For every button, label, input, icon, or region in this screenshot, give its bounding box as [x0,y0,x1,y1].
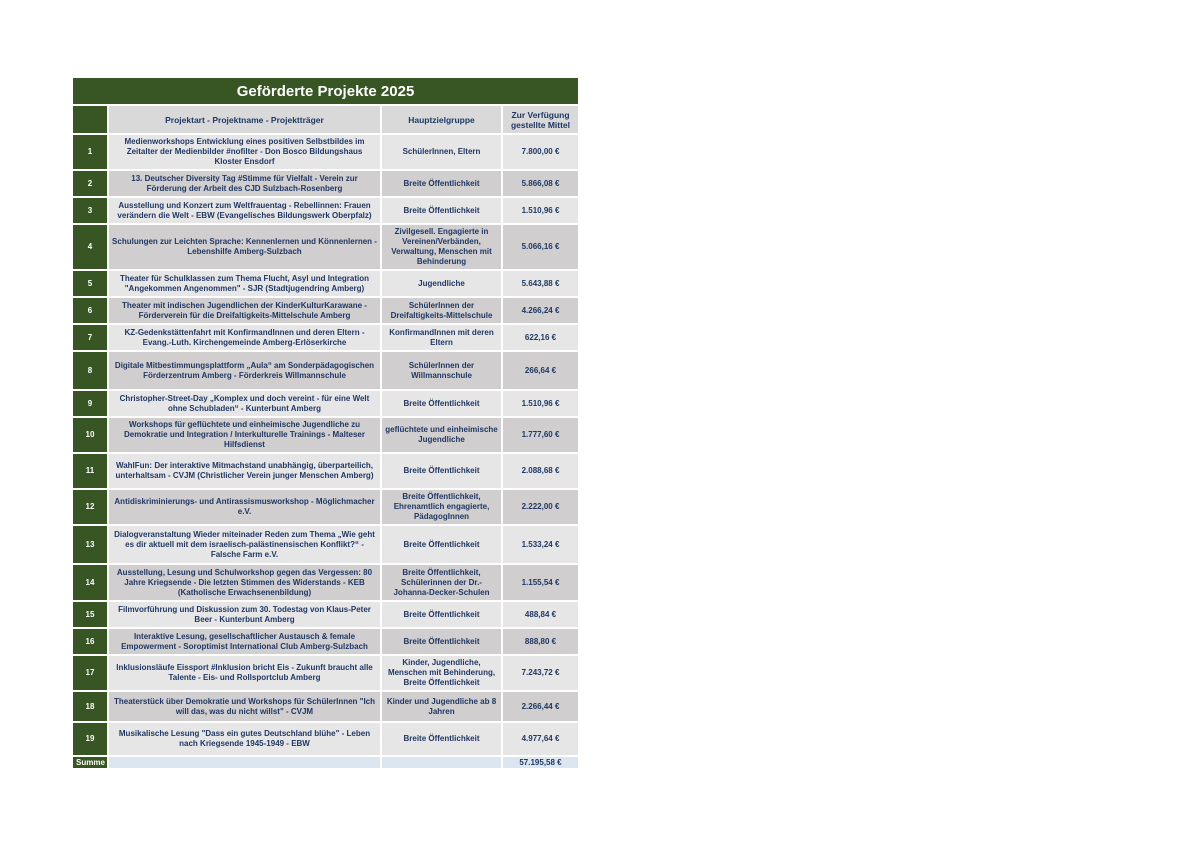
column-header-projekt: Projektart - Projektname - Projektträger [108,106,381,134]
target-group-cell: Jugendliche [381,270,502,297]
table-row [73,324,578,351]
row-number: 14 [73,564,108,601]
funding-cell: 5.866,08 € [502,170,578,197]
project-cell: Theater mit indischen Jugendlichen der KinderKulturKarawane - Förderverein für die Dreifaltigkeits-Mittelschule Amberg [108,297,381,324]
project-cell: Inklusionsläufe Eissport #Inklusion bricht Eis - Zukunft braucht alle Talente - Eis- und Rollsportclub Amberg [108,655,381,691]
row-number: 9 [73,390,108,417]
row-number: 17 [73,655,108,691]
row-number: 8 [73,351,108,390]
table-row [73,170,578,197]
sum-row [73,756,578,768]
project-cell: Antidiskriminierungs- und Antirassismusworkshop - Möglichmacher e.V. [108,489,381,525]
target-group-cell: Breite Öffentlichkeit [381,170,502,197]
row-number: 11 [73,453,108,489]
table-row [73,601,578,628]
target-group-cell: Breite Öffentlichkeit, Schülerinnen der Dr.-Johanna-Decker-Schulen [381,564,502,601]
table-row [73,134,578,170]
target-group-cell: SchülerInnen, Eltern [381,134,502,170]
target-group-cell: Breite Öffentlichkeit [381,722,502,756]
table-row [73,390,578,417]
row-number: 3 [73,197,108,224]
target-group-cell: Breite Öffentlichkeit, Ehrenamtlich engagierte, PädagogInnen [381,489,502,525]
funding-cell: 1.510,96 € [502,197,578,224]
target-group-cell: SchülerInnen der Willmannschule [381,351,502,390]
project-cell: Christopher-Street-Day „Komplex und doch vereint - für eine Welt ohne Schubladen“ - Kunterbunt Amberg [108,390,381,417]
project-cell: Ausstellung und Konzert zum Weltfrauentag - Rebellinnen: Frauen verändern die Welt - EBW (Evangelisches Bildungswerk Oberpfalz) [108,197,381,224]
funding-cell: 2.088,68 € [502,453,578,489]
row-number: 15 [73,601,108,628]
funding-cell: 488,84 € [502,601,578,628]
row-number: 6 [73,297,108,324]
row-number: 2 [73,170,108,197]
funding-cell: 5.643,88 € [502,270,578,297]
project-cell: Interaktive Lesung, gesellschaftlicher Austausch & female Empowerment - Soroptimist International Club Amberg-Sulzbach [108,628,381,655]
table-row [73,525,578,564]
project-cell: Dialogveranstaltung Wieder miteinader Reden zum Thema „Wie geht es dir aktuell mit dem israelisch-palästinensischen Konflikt?“ - Falsche Farm e.V. [108,525,381,564]
row-number: 13 [73,525,108,564]
project-cell: Schulungen zur Leichten Sprache: Kennenlernen und Könnenlernen - Lebenshilfe Amberg-Sulzbach [108,224,381,270]
table-row [73,351,578,390]
sum-label: Summe [73,756,108,768]
target-group-cell: Kinder und Jugendliche ab 8 Jahren [381,691,502,722]
target-group-cell: Breite Öffentlichkeit [381,601,502,628]
project-cell: Ausstellung, Lesung und Schulworkshop gegen das Vergessen: 80 Jahre Kriegsende - Die letzten Stimmen des Widerstands - KEB (Katholische Erwachsenenbildung) [108,564,381,601]
table-row [73,628,578,655]
funding-cell: 2.266,44 € [502,691,578,722]
table-row [73,270,578,297]
projects-table [73,106,578,768]
target-group-cell: Breite Öffentlichkeit [381,525,502,564]
target-group-cell: Breite Öffentlichkeit [381,390,502,417]
target-group-cell: Zivilgesell. Engagierte in Vereinen/Verbänden, Verwaltung, Menschen mit Behinderung [381,224,502,270]
project-cell: Theaterstück über Demokratie und Workshops für SchülerInnen "Ich will das, was du nicht willst" - CVJM [108,691,381,722]
funding-cell: 7.800,00 € [502,134,578,170]
target-group-cell: SchülerInnen der Dreifaltigkeits-Mittelschule [381,297,502,324]
funding-cell: 1.777,60 € [502,417,578,453]
table-row [73,655,578,691]
row-number: 7 [73,324,108,351]
row-number: 1 [73,134,108,170]
target-group-cell: Breite Öffentlichkeit [381,628,502,655]
project-cell: Workshops für geflüchtete und einheimische Jugendliche zu Demokratie und Integration / Interkulturelle Trainings - Malteser Hilfsdienst [108,417,381,453]
target-group-cell: geflüchtete und einheimische Jugendliche [381,417,502,453]
column-header-nr [73,106,108,134]
target-group-cell: Kinder, Jugendliche, Menschen mit Behinderung, Breite Öffentlichkeit [381,655,502,691]
column-header-mittel: Zur Verfügung gestellte Mittel [502,106,578,134]
row-number: 18 [73,691,108,722]
table-row [73,489,578,525]
table-row [73,417,578,453]
project-cell: Theater für Schulklassen zum Thema Flucht, Asyl und Integration "Angekommen Angenommen" - SJR (Stadtjugendring Amberg) [108,270,381,297]
funding-cell: 4.977,64 € [502,722,578,756]
funding-cell: 7.243,72 € [502,655,578,691]
table-row [73,453,578,489]
table-body [73,134,578,756]
funding-cell: 1.155,54 € [502,564,578,601]
target-group-cell: Breite Öffentlichkeit [381,453,502,489]
target-group-cell: KonfirmandInnen mit deren Eltern [381,324,502,351]
funding-cell: 1.510,96 € [502,390,578,417]
funding-cell: 4.266,24 € [502,297,578,324]
project-cell: WahlFun: Der interaktive Mitmachstand unabhängig, überparteilich, unterhaltsam - CVJM (Christlicher Verein junger Menschen Amberg) [108,453,381,489]
funded-projects-sheet [73,78,578,768]
funding-cell: 888,80 € [502,628,578,655]
funding-cell: 622,16 € [502,324,578,351]
column-header-zielgruppe: Hauptzielgruppe [381,106,502,134]
sum-value: 57.195,58 € [502,756,578,768]
table-row [73,197,578,224]
table-row [73,224,578,270]
target-group-cell: Breite Öffentlichkeit [381,197,502,224]
sum-empty-cell [108,756,381,768]
table-row [73,722,578,756]
funding-cell: 1.533,24 € [502,525,578,564]
funding-cell: 266,64 € [502,351,578,390]
row-number: 10 [73,417,108,453]
row-number: 4 [73,224,108,270]
row-number: 5 [73,270,108,297]
row-number: 12 [73,489,108,525]
row-number: 16 [73,628,108,655]
project-cell: Medienworkshops Entwicklung eines positiven Selbstbildes im Zeitalter der Medienbilder #nofilter - Don Bosco Bildungshaus Kloster Ensdorf [108,134,381,170]
project-cell: Musikalische Lesung "Dass ein gutes Deutschland blühe" - Leben nach Kriegsende 1945-1949 - EBW [108,722,381,756]
table-row [73,691,578,722]
project-cell: Digitale Mitbestimmungsplattform „Aula“ am Sonderpädagogischen Förderzentrum Amberg - Förderkreis Willmannschule [108,351,381,390]
funding-cell: 5.066,16 € [502,224,578,270]
table-header-row [73,106,578,134]
sheet-title: Geförderte Projekte 2025 [73,78,578,106]
project-cell: KZ-Gedenkstättenfahrt mit KonfirmandInnen und deren Eltern - Evang.-Luth. Kirchengemeinde Amberg-Erlöserkirche [108,324,381,351]
table-row [73,297,578,324]
table-row [73,564,578,601]
project-cell: 13. Deutscher Diversity Tag #Stimme für Vielfalt - Verein zur Förderung der Arbeit des CJD Sulzbach-Rosenberg [108,170,381,197]
project-cell: Filmvorführung und Diskussion zum 30. Todestag von Klaus-Peter Beer - Kunterbunt Amberg [108,601,381,628]
sum-empty-cell [381,756,502,768]
funding-cell: 2.222,00 € [502,489,578,525]
row-number: 19 [73,722,108,756]
